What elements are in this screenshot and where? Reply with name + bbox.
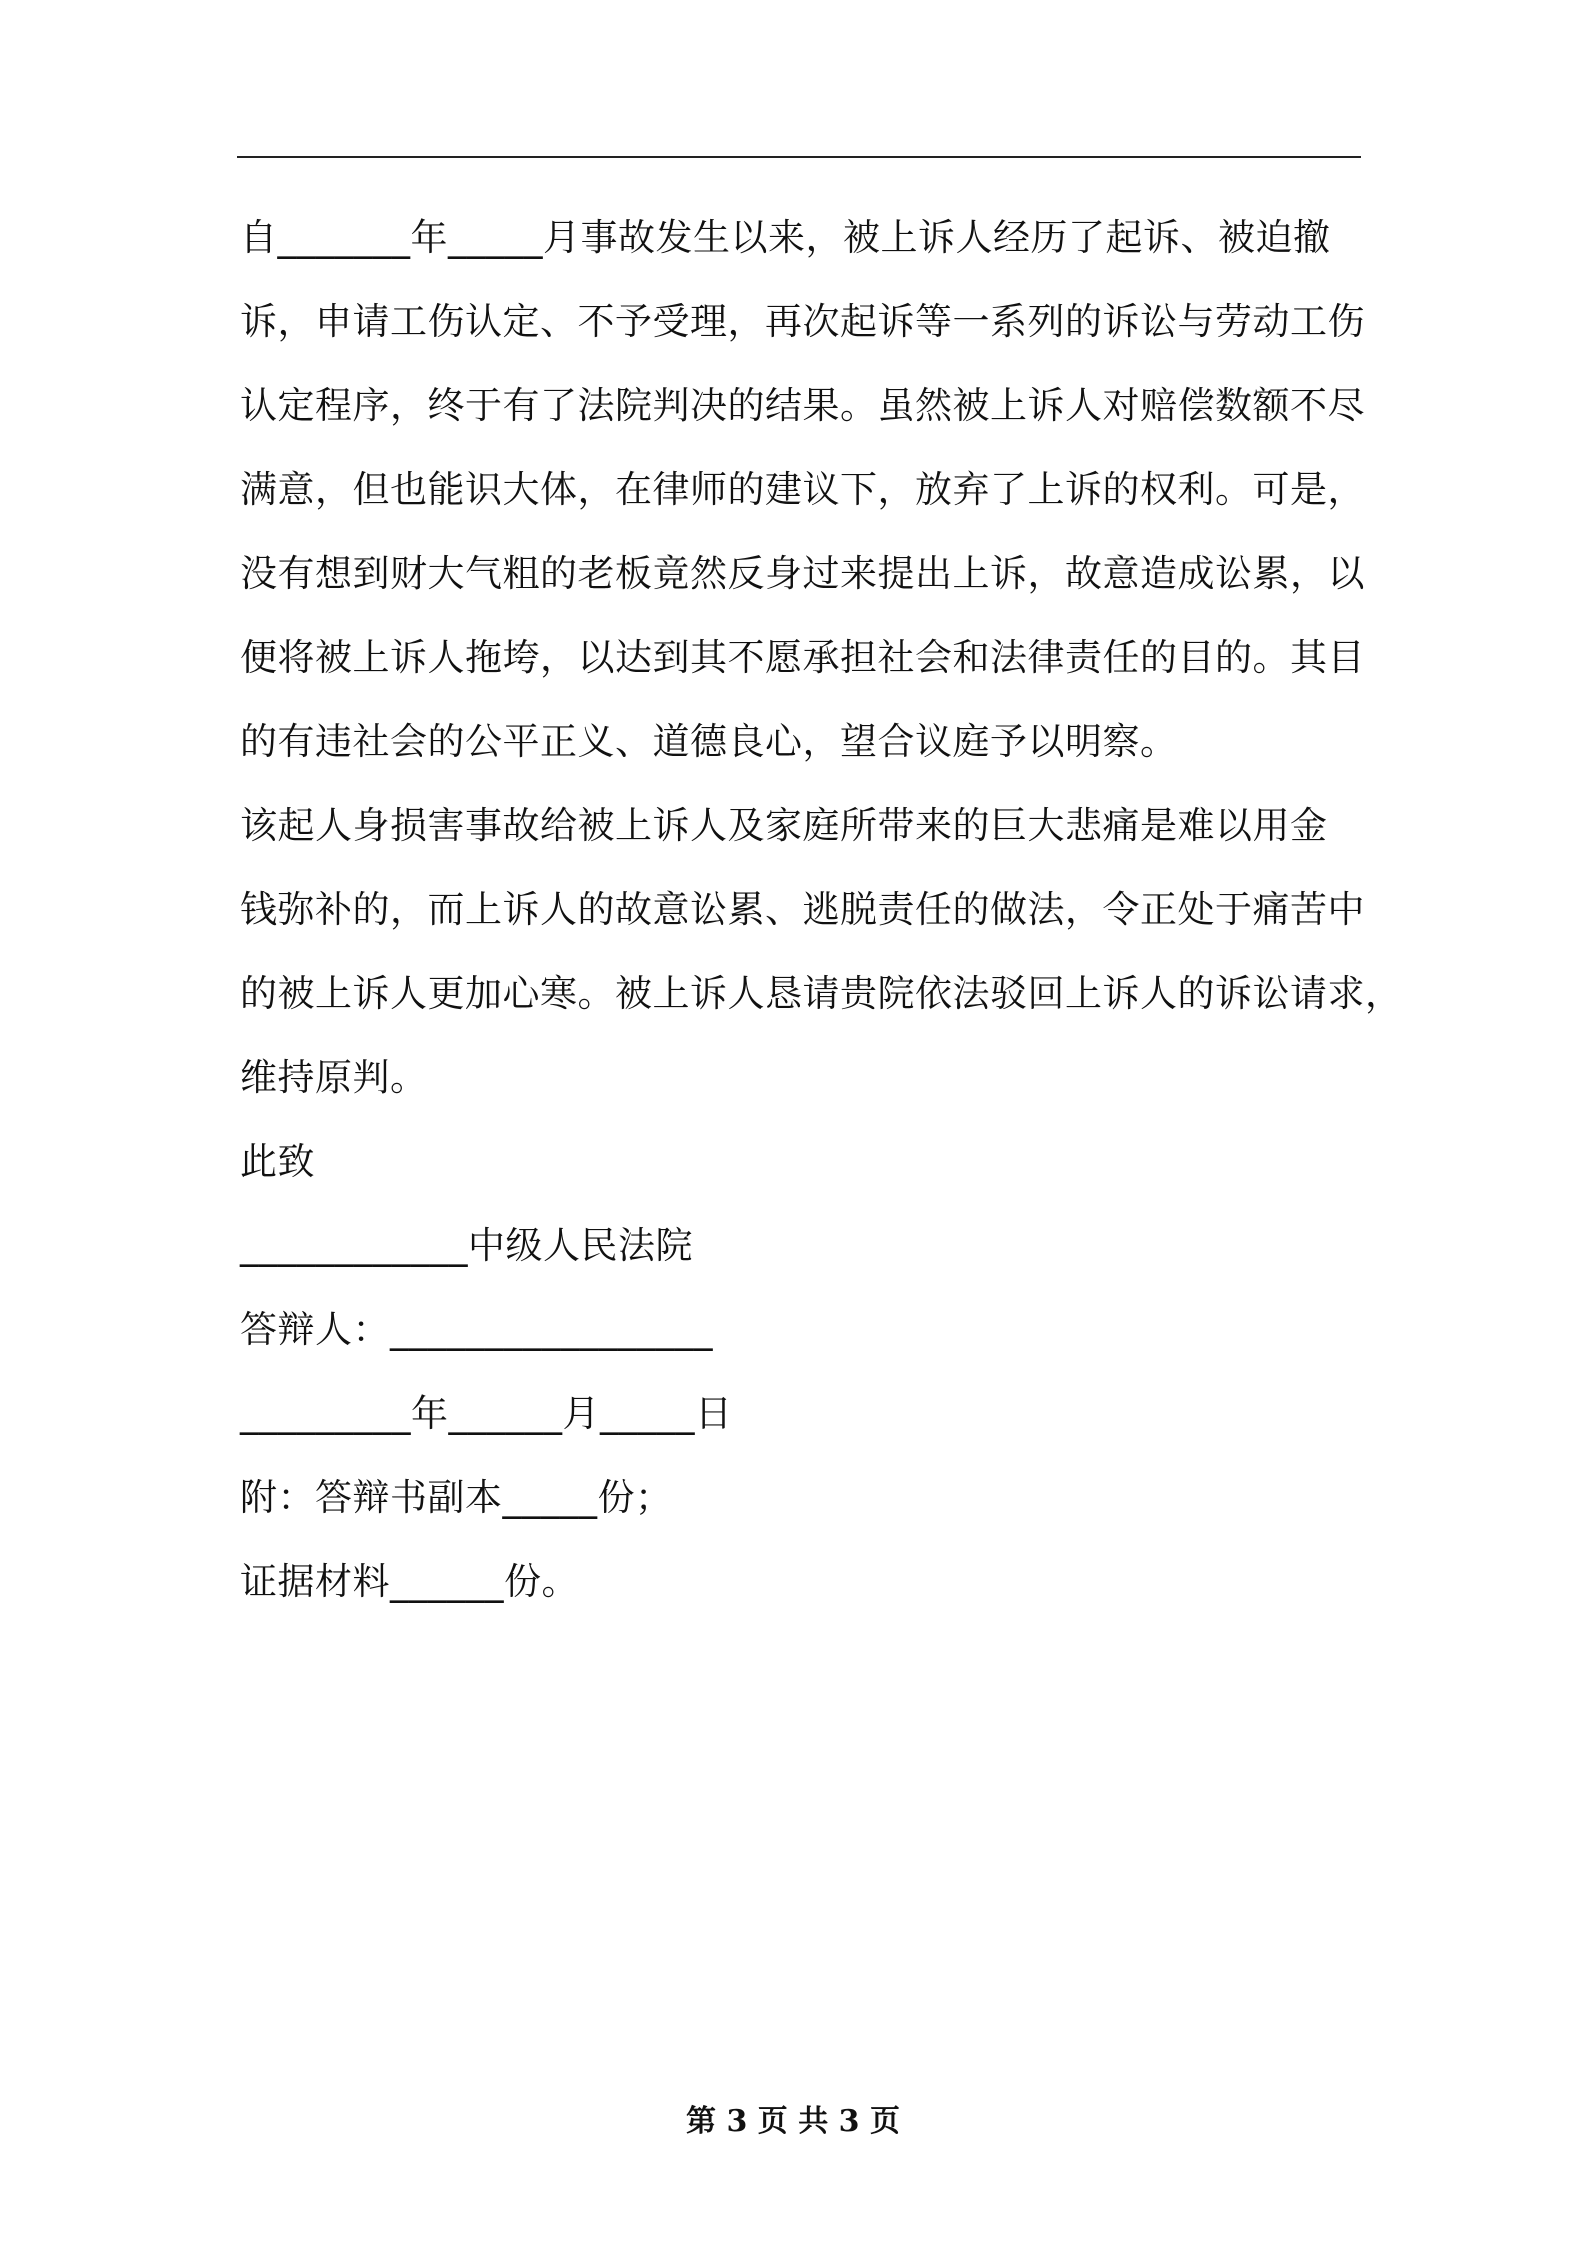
paragraph-line: 诉，申请工伤认定、不予受理，再次起诉等一系列的诉讼与劳动工伤 [240,300,1365,343]
paragraph-line: 便将被上诉人拖垮，以达到其不愿承担社会和法律责任的目的。其目 [240,636,1365,679]
paragraph-line: 满意，但也能识大体，在律师的建议下，放弃了上诉的权利。可是， [240,468,1365,511]
court-addressee: ____________中级人民法院 [240,1224,693,1267]
paragraph-line: 认定程序，终于有了法院判决的结果。虽然被上诉人对赔偿数额不尽 [240,384,1365,427]
paragraph-line: 没有想到财大气粗的老板竟然反身过来提出上诉，故意造成讼累，以 [240,552,1365,595]
paragraph-line: 自_______年_____月事故发生以来，被上诉人经历了起诉、被迫撤 [240,216,1331,259]
attachment-evidence: 证据材料______份。 [240,1560,579,1603]
header-divider [237,156,1361,158]
document-body [240,196,1403,1624]
date-line: _________年______月_____日 [240,1392,733,1435]
paragraph-line: 该起人身损害事故给被上诉人及家庭所带来的巨大悲痛是难以用金 [240,804,1328,847]
page-number: 第 3 页 共 3 页 [686,2104,900,2139]
paragraph-line: 的被上诉人更加心寒。被上诉人恳请贵院依法驳回上诉人的诉讼请求， [240,972,1403,1015]
salutation: 此致 [240,1140,315,1183]
paragraph-line: 维持原判。 [240,1056,428,1099]
paragraph-line: 钱弥补的，而上诉人的故意讼累、逃脱责任的做法，令正处于痛苦中 [240,888,1365,931]
respondent-signature: 答辩人：_________________ [240,1308,713,1351]
attachment-copies: 附：答辩书副本_____份； [240,1476,673,1519]
paragraph-line: 的有违社会的公平正义、道德良心，望合议庭予以明察。 [240,720,1178,763]
